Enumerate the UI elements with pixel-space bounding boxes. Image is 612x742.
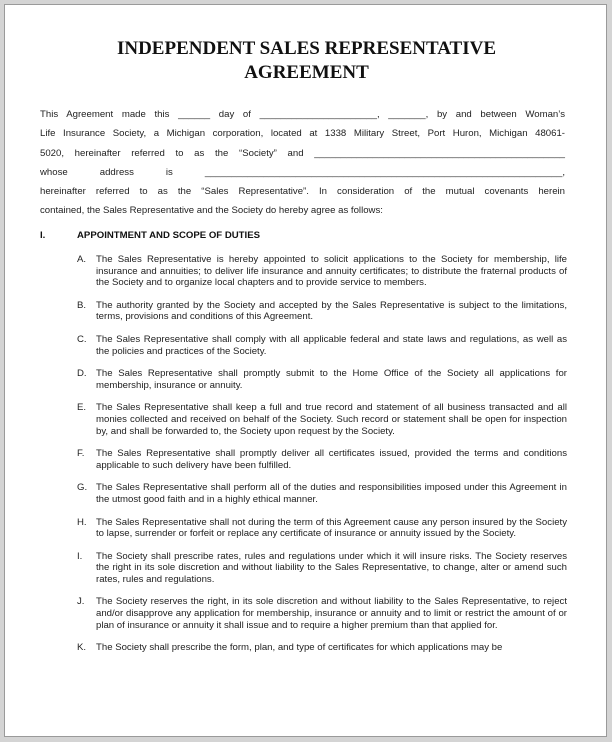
clause-list <box>77 254 567 665</box>
clause-letter: E. <box>77 402 87 414</box>
intro-paragraph <box>40 105 565 221</box>
clause-letter: H. <box>77 516 87 528</box>
intro-line: contained, the Sales Representative and the Society do hereby agree as follows: <box>40 205 383 217</box>
clause-item <box>77 642 567 654</box>
clause-item <box>77 517 567 540</box>
document-title-line-2: AGREEMENT <box>244 62 369 83</box>
clause-text: The Sales Representative is hereby appointed to solicit applications to the Society for membership, life insurance and annuities; to deliver life insurance and annuity certificates; to distribute the fraternal products of the Society and to organize local chapters and to provide service to members. <box>96 254 567 289</box>
clause-letter: F. <box>77 448 85 460</box>
intro-line: 5020, hereinafter referred to as the “Society” and _______________________________________________ <box>40 147 565 159</box>
intro-line: This Agreement made this ______ day of ______________________, _______, by and between Woman’s <box>40 109 565 120</box>
clause-item <box>77 596 567 631</box>
clause-letter: I. <box>77 550 83 562</box>
section-number: I. <box>40 230 46 241</box>
clause-text: The Sales Representative shall perform all of the duties and responsibilities imposed under this Agreement in the utmost good faith and in a highly ethical manner. <box>96 482 567 505</box>
clause-letter: G. <box>77 482 88 494</box>
document-page <box>4 4 607 737</box>
intro-line: hereinafter referred to as the “Sales Representative”. In consideration of the mutual covenants herein <box>40 186 565 198</box>
clause-text: The authority granted by the Society and accepted by the Sales Representative is subject to the limitations, terms, provisions and conditions of this Agreement. <box>96 299 567 323</box>
clause-item <box>77 300 567 323</box>
clause-item <box>77 402 567 437</box>
clause-text: The Society reserves the right, in its sole discretion and without liability to the Sales Representative, to reject and/or disapprove any application for membership, insurance or annuity and to limit or restrict the amount of or plan of insurance or annuity it shall issue and to require a higher premium than that applied for. <box>96 596 567 631</box>
clause-letter: J. <box>77 596 85 608</box>
clause-text: The Sales Representative shall comply with all applicable federal and state laws and regulations, as well as the policies and practices of the Society. <box>96 333 567 357</box>
document-title-line-1: INDEPENDENT SALES REPRESENTATIVE <box>116 38 497 59</box>
clause-letter: C. <box>77 333 87 345</box>
clause-letter: A. <box>77 254 87 265</box>
intro-line: Life Insurance Society, a Michigan corporation, located at 1338 Military Street, Port Huron, Michigan 48061- <box>40 128 565 140</box>
clause-letter: K. <box>77 642 87 654</box>
clause-item <box>77 448 567 471</box>
clause-text: The Sales Representative shall not during the term of this Agreement cause any person insured by the Society to lapse, surrender or forfeit or replace any certificate of insurance or annuity issued by the Society. <box>96 516 567 540</box>
clause-text: The Sales Representative shall keep a full and true record and statement of all business transacted and all monies collected and received on behalf of the Society. Such record or statement shall be open for inspection by, and shall be forwarded to, the Society upon request by the Society. <box>96 402 567 437</box>
clause-item <box>77 368 567 391</box>
clause-item <box>77 254 567 289</box>
clause-item <box>77 334 567 357</box>
clause-text: The Sales Representative shall promptly deliver all certificates issued, provided the terms and conditions applicable to such delivery have been fulfilled. <box>96 448 567 471</box>
clause-item <box>77 482 567 505</box>
intro-line: whose address is ___________________________________________________________________, <box>40 166 565 178</box>
section-title: APPOINTMENT AND SCOPE OF DUTIES <box>77 230 261 241</box>
clause-text: The Sales Representative shall promptly submit to the Home Office of the Society all applications for membership, insurance or annuity. <box>96 368 567 391</box>
clause-letter: B. <box>77 299 87 311</box>
clause-text: The Society shall prescribe the form, plan, and type of certificates for which applications may be <box>96 642 503 654</box>
clause-text: The Society shall prescribe rates, rules and regulations under which it will insure risks. The Society reserves the right in its sole discretion and without liability to the Sales Representative, to change, alter or amend such rates, rules and regulations. <box>96 550 567 585</box>
clause-letter: D. <box>77 368 87 380</box>
clause-item <box>77 551 567 586</box>
